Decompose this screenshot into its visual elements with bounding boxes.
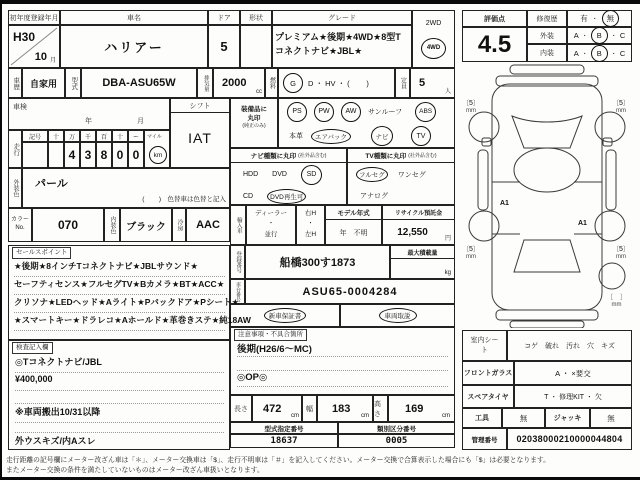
first-reg-cell (8, 25, 60, 68)
navi-dvd: DVD (272, 171, 287, 178)
mileage-digit: 8 (96, 142, 112, 168)
color-no-label: カラーNo. (8, 208, 32, 242)
warranty-circled: 新車保証書 (264, 308, 307, 323)
manual-circled: 車両取説 (379, 308, 417, 323)
capacity-value: 5 (419, 77, 426, 89)
dot-sep: ・ (610, 34, 617, 40)
height-unit: cm (442, 413, 450, 419)
registration-label: 登録番号 (230, 245, 245, 279)
inspector-note-line: ※車両搬出10/31以降 (15, 405, 224, 423)
recycle-cell (382, 205, 455, 245)
notes-box (230, 327, 455, 395)
inspector-note-blank (15, 423, 224, 433)
tread-unit: mm (465, 254, 476, 260)
width-value: 183 (332, 403, 351, 415)
tread-depth-front-left (462, 98, 480, 114)
shape-label: 形状 (240, 10, 272, 25)
windshield-value: A ・ ×要交 (514, 361, 632, 385)
footer-line-2: またメーター交換の条件を満たしていないものはメーター改ざん車扱いとなります。 (6, 467, 264, 475)
equipment-label-1: 装備品に (241, 106, 267, 113)
exterior-color-value: パール (35, 178, 68, 190)
mileage-digit-empty (48, 142, 64, 168)
score-value: 4.5 (462, 27, 527, 62)
chassis-label: 車台番号 (230, 279, 245, 304)
inspector-note-line: 外ウスキズ/内Aスレ (15, 436, 96, 446)
exterior-color-cell (22, 168, 230, 208)
month-suffix: 月 (49, 58, 56, 64)
management-number-value: 02038000210000044804 (507, 428, 632, 450)
repair-yes: 有 (580, 14, 588, 23)
mileage-header-juman: 十 (48, 130, 64, 142)
type-designation-value: 18637 (230, 434, 338, 448)
mileage-digit: 0 (112, 142, 128, 168)
spare-tread-label (606, 292, 627, 308)
drive-4wd-circled: 4WD (421, 38, 446, 59)
footer-line-1: 走行距離の記号欄にメーター改ざん車は「＊」、メーター交換車は「$」、走行不明車は「＃」を記入してください。メーター交換で合算表示した場合にも「$」は必要となります。 (6, 457, 550, 464)
length-unit: cm (291, 413, 299, 419)
mileage-digit: 3 (80, 142, 96, 168)
max-load-cell (390, 245, 455, 279)
max-load-label: 最大積載量 (391, 246, 454, 259)
height-label: 高さ (373, 395, 388, 422)
mileage-header-kigo: 記号 (22, 130, 48, 142)
class-number-value: 0005 (338, 434, 455, 448)
exterior-color-label: 外装色 (8, 168, 22, 208)
tread-value: 〔5〕 (462, 100, 480, 107)
tread-unit: mm (465, 108, 476, 114)
tread-depth-rear-left (462, 244, 480, 260)
equip-sunroof: サンルーフ (368, 108, 403, 116)
first-reg-year: H30 (13, 30, 36, 44)
notes-line-2: ◎OP◎ (237, 372, 448, 387)
tool-label: 工具 (462, 408, 502, 428)
fuel-cell (278, 68, 395, 98)
equip-abs-circled: ABS (415, 102, 436, 122)
equip-tv-circled: TV (411, 126, 431, 146)
chassis-value: ASU65-0004284 (245, 279, 455, 304)
management-number-label: 管理番号 (462, 428, 507, 450)
import-right-hand: 右H (304, 210, 317, 217)
sales-point-line: セーフティセンス★フルセグTV★Bカメラ★BT★ACC★ (14, 278, 225, 295)
tread-unit: mm (615, 108, 626, 114)
navi-type-header: ナビ種類に丸印 (250, 153, 297, 160)
seat-label-cell (462, 330, 507, 361)
grade-c: C (619, 31, 626, 40)
shaken-year-label: 年 (85, 118, 92, 125)
equip-airbag-circled: エアバック (311, 129, 351, 144)
mileage-digit: 4 (64, 142, 80, 168)
jack-label: ジャッキ (545, 408, 590, 428)
seat-label: 室内シート (470, 336, 499, 354)
tread-value: 〔5〕 (612, 100, 630, 107)
grade-value: プレミアム★後期★4WD★8型Tコネクトナビ★JBL★ (272, 25, 412, 68)
tread-value: 〔5〕 (462, 246, 480, 253)
length-cell (252, 395, 302, 422)
dot-sep: ・ (581, 51, 588, 58)
width-cell (317, 395, 373, 422)
equipment-label-cell (230, 98, 278, 148)
dot-sep: ・ (591, 17, 598, 23)
equip-aw-circled: AW (341, 102, 361, 122)
tv-analog: アナログ (360, 193, 388, 200)
model-year-value: 年 不明 (339, 229, 368, 237)
first-reg-label: 初年度登録年月 (8, 10, 60, 25)
scan-edge-top (0, 0, 640, 4)
notes-tab-label: 注意事項・不具合箇所 (234, 329, 307, 341)
color-no-value: 070 (32, 208, 104, 242)
equipment-label-3: (純正のみ) (242, 123, 266, 129)
model-code-value: DBA-ASU65W (81, 68, 197, 98)
import-dealer-cell (246, 205, 296, 245)
length-value: 472 (263, 403, 282, 415)
mileage-unit-cell (144, 130, 170, 168)
car-name-label: 車名 (60, 10, 208, 25)
interior-grade-b-circled: B (591, 45, 608, 62)
mileage-header-ichi: ー (128, 130, 144, 142)
fuel-options: D ・ HV ・ ( ) (308, 78, 369, 88)
shape-cell-empty (240, 25, 272, 68)
equip-leather: 本革 (289, 133, 303, 140)
seat-options: コゲ 破れ 汚れ 穴 キズ (507, 330, 632, 361)
interior-grade-label: 内装 (527, 44, 567, 62)
import-label: 輸入車 (230, 205, 246, 245)
capacity-label: 定員 (395, 68, 410, 98)
mileage-kigo-empty (22, 142, 48, 168)
length-label: 長さ (230, 395, 252, 422)
shift-cell (170, 98, 230, 168)
height-cell (388, 395, 455, 422)
car-name-value: ハリアー (60, 25, 208, 68)
sales-point-line: ★後期★8インチTコネクトナビ★JBLサウンド★ (14, 260, 225, 277)
registration-value: 船橋300す1873 (245, 245, 390, 279)
equip-ps-circled: PS (287, 102, 307, 122)
grade-a: A (573, 48, 579, 58)
import-dot2: ・ (307, 220, 314, 228)
sales-points-tab-label: セールスポイント (12, 247, 71, 259)
first-reg-month: 10 (34, 51, 47, 63)
tv-type-box (347, 148, 455, 205)
displacement-label: 排気量 (197, 68, 213, 98)
navi-hdd: HDD (243, 171, 259, 178)
dot-sep: ・ (610, 51, 617, 58)
mile-label: マイル (147, 134, 162, 140)
inspector-note-blank (15, 391, 224, 404)
score-label-cell (462, 10, 527, 27)
mileage-header-ju: 十 (112, 130, 128, 142)
spare-tire-value: T ・ 修理KIT ・ 欠 (514, 385, 632, 408)
inspector-note-line: ◎Tコネクトナビ/JBL (15, 355, 224, 373)
sales-point-line: クリソナ★LEDヘッド★Aライト★Pバックドア★Pシート★ (14, 296, 225, 313)
recycle-value: 12,550 (397, 227, 428, 238)
km-circled: km (149, 146, 167, 164)
fuel-label: 燃料 (265, 68, 278, 98)
tv-type-header: TV種類に丸印 (365, 153, 407, 160)
width-unit: cm (361, 413, 369, 419)
interior-color-label: 内装色 (104, 208, 120, 242)
sales-point-line: ★スマートキー★ドラレコ★Aホールド★革巻きステ★純18AW (14, 314, 225, 331)
model-code-label: 型式 (65, 68, 81, 98)
tread-unit: mm (611, 302, 622, 308)
type-designation-label: 型式指定番号 (230, 422, 338, 434)
equipment-items-cell (278, 98, 455, 148)
history-value: 自家用 (22, 68, 65, 98)
dot-sep: ・ (581, 34, 588, 40)
import-left-hand: 左H (304, 230, 317, 238)
capacity-cell (410, 68, 455, 98)
manual-cell (340, 304, 455, 327)
shaken-cell (8, 98, 170, 130)
interior-grade-value (567, 44, 632, 62)
mileage-digit: 0 (128, 142, 144, 168)
tv-oneseg: ワンセグ (397, 171, 426, 179)
navi-cd: CD (243, 192, 254, 200)
footer-disclaimer (6, 456, 636, 476)
equipment-label-2: 丸印 (247, 115, 261, 122)
score-label: 評価点 (484, 15, 505, 23)
mileage-header-sen: 千 (80, 130, 96, 142)
shift-value: IAT (188, 130, 212, 146)
repair-history-label: 修復歴 (527, 10, 567, 27)
repair-history-value (567, 10, 632, 27)
shaken-label: 車検 (13, 104, 27, 111)
ac-value: AAC (186, 208, 230, 242)
car-diagram (462, 64, 632, 328)
navi-sd-circled: SD (301, 165, 322, 185)
import-dot: ・ (267, 220, 275, 228)
tread-depth-front-right (612, 98, 630, 114)
jack-value: 無 (590, 408, 632, 428)
displacement-value: 2000 (222, 77, 247, 89)
tread-value: 〔5〕 (612, 246, 630, 253)
interior-color-value: ブラック (120, 208, 172, 242)
exterior-grade-label: 外装 (527, 27, 567, 44)
model-year-cell (325, 205, 382, 245)
color-change-note: ( ) 色替車は色替と記入 (142, 196, 226, 203)
tread-depth-rear-right (612, 244, 630, 260)
mileage-header-hyaku: 百 (96, 130, 112, 142)
equip-pw-circled: PW (314, 102, 334, 122)
import-hand-cell (296, 205, 325, 245)
inspector-notes-tab-label: 検査記入欄 (12, 342, 53, 354)
model-year-label: モデル年式 (326, 206, 381, 220)
tread-unit: mm (615, 254, 626, 260)
ac-label: 冷房 (172, 208, 186, 242)
navi-type-note: (社外品含む) (298, 153, 327, 159)
fuel-gasoline-circled: G (283, 73, 303, 93)
exterior-grade-b-circled: B (591, 27, 608, 44)
recycle-label: リサイクル預託金 (383, 206, 454, 220)
spare-tire-label: スペアタイヤ (462, 385, 514, 408)
shift-label: シフト (171, 99, 229, 113)
import-dealer: ディーラー (255, 210, 287, 217)
inspector-note-line: ¥400,000 (15, 374, 224, 391)
class-number-label: 類別区分番号 (338, 422, 455, 434)
repair-no-circled: 無 (602, 10, 619, 27)
grade-a: A (573, 31, 579, 40)
damage-mark-a1: A1 (500, 200, 509, 207)
displacement-unit: cc (256, 89, 262, 95)
windshield-label: フロントガラス (462, 361, 514, 385)
notes-line-1: 後期(H26/6〜MC) (237, 341, 448, 357)
history-label: 車歴 (8, 68, 22, 98)
shaken-month-label: 月 (137, 118, 144, 125)
import-parallel: 並行 (264, 230, 278, 238)
spare-bracket: 〔 〕 (606, 294, 627, 301)
door-value: 5 (208, 25, 240, 68)
exterior-grade-value (567, 27, 632, 44)
tool-value: 無 (502, 408, 545, 428)
tv-fullseg-circled: フルセグ (356, 167, 388, 182)
drive-type-cell (412, 10, 455, 68)
capacity-unit: 人 (444, 89, 451, 95)
equip-navi-circled: ナビ (371, 126, 393, 146)
navi-dvd-play-circled: DVD再生可 (267, 189, 306, 204)
inspector-notes-box (8, 340, 230, 450)
tv-type-note: (社外品含む) (408, 153, 437, 159)
navi-type-box (230, 148, 347, 205)
mileage-label: 走行 (8, 130, 22, 168)
recycle-unit: 円 (444, 236, 451, 242)
door-label: ドア (208, 10, 240, 25)
mileage-header-man: 万 (64, 130, 80, 142)
displacement-cell (213, 68, 265, 98)
damage-mark-a1: A1 (578, 220, 587, 227)
drive-2wd: 2WD (425, 19, 442, 27)
notes-line-blank (237, 358, 448, 371)
max-load-unit: kg (444, 270, 451, 276)
grade-label: グレード (272, 10, 412, 25)
height-value: 169 (405, 403, 424, 415)
scan-edge-left (0, 0, 2, 480)
width-label: 幅 (302, 395, 317, 422)
grade-c: C (619, 48, 626, 58)
